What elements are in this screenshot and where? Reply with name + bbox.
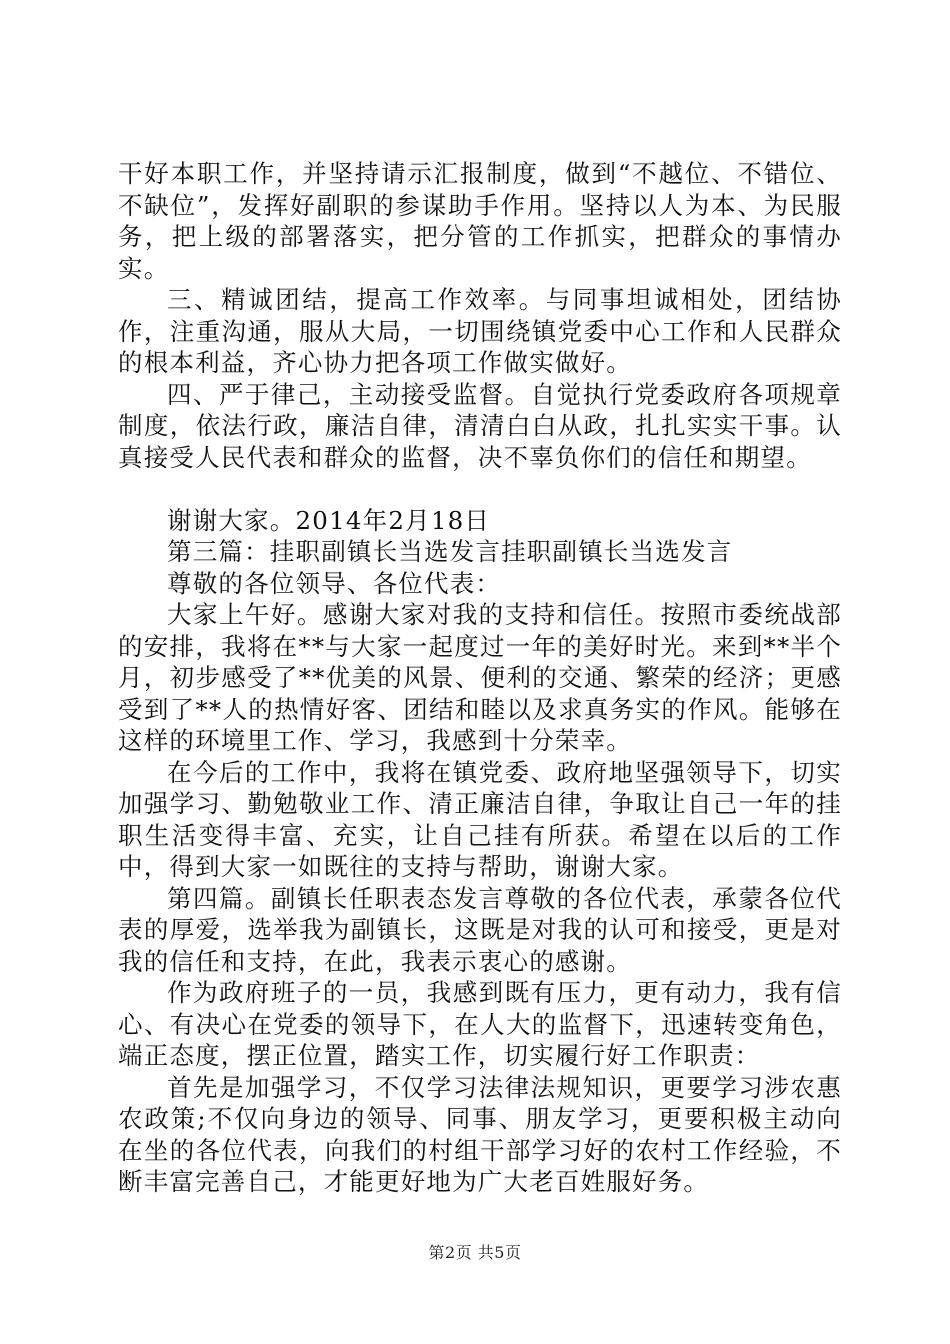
paragraph-gap — [118, 473, 842, 505]
paragraph-four: 四、严于律己，主动接受监督。自觉执行党委政府各项规章制度，依法行政，廉洁自律，清清白白从政，扎扎实实干事。认真接受人民代表和群众的监督，决不辜负你们的信任和期望。 — [118, 379, 842, 472]
section-title-three: 第三篇：挂职副镇长当选发言挂职副镇长当选发言 — [167, 537, 733, 566]
closing-date-line: 谢谢大家。2014年2月18日 — [167, 505, 491, 535]
salutation: 尊敬的各位领导、各位代表： — [167, 568, 502, 598]
paragraph-continuation: 干好本职工作，并坚持请示汇报制度，做到“不越位、不错位、不缺位”，发挥好副职的参谋助手作用。坚持以人为本、为民服务，把上级的部署落实，把分管的工作抓实，把群众的事情办实。 — [118, 159, 842, 283]
paragraph-learning: 首先是加强学习，不仅学习法律法规知识，更要学习涉农惠农政策;不仅向身边的领导、同事、朋友学习，更要积极主动向在坐的各位代表，向我们的村组干部学习好的农村工作经验，不断丰富完善自己，才能更好地为广大老百姓服好务。 — [118, 1072, 842, 1196]
document-body — [118, 158, 842, 1198]
paragraph-greeting: 大家上午好。感谢大家对我的支持和信任。按照市委统战部的安排，我将在**与大家一起度过一年的美好时光。来到**半个月，初步感受了**优美的风景、便利的交通、繁荣的经济；更感受到了**人的热情好客、团结和睦以及求真务实的作风。能够在这样的环境里工作、学习，我感到十分荣幸。 — [118, 600, 842, 755]
page-number-footer: 第2页 共5页 — [428, 1243, 522, 1262]
paragraph-government-member: 作为政府班子的一员，我感到既有压力，更有动力，我有信心、有决心在党委的领导下，在人大的监督下，迅速转变角色，端正态度，摆正位置，踏实工作，切实履行好工作职责： — [118, 978, 842, 1070]
paragraph-future-work: 在今后的工作中，我将在镇党委、政府地坚强领导下，切实加强学习、勤勉敬业工作、清正廉洁自律，争取让自己一年的挂职生活变得丰富、充实，让自己挂有所获。希望在以后的工作中，得到大家一如既往的支持与帮助，谢谢大家。 — [118, 757, 842, 881]
paragraph-three: 三、精诚团结，提高工作效率。与同事坦诚相处，团结协作，注重沟通，服从大局，一切围绕镇党委中心工作和人民群众的根本利益，齐心协力把各项工作做实做好。 — [118, 285, 842, 377]
section-title-four: 第四篇。副镇长任职表态发言尊敬的各位代表，承蒙各位代表的厚爱，选举我为副镇长，这既是对我的认可和接受，更是对我的信任和支持，在此，我表示衷心的感谢。 — [118, 883, 842, 976]
